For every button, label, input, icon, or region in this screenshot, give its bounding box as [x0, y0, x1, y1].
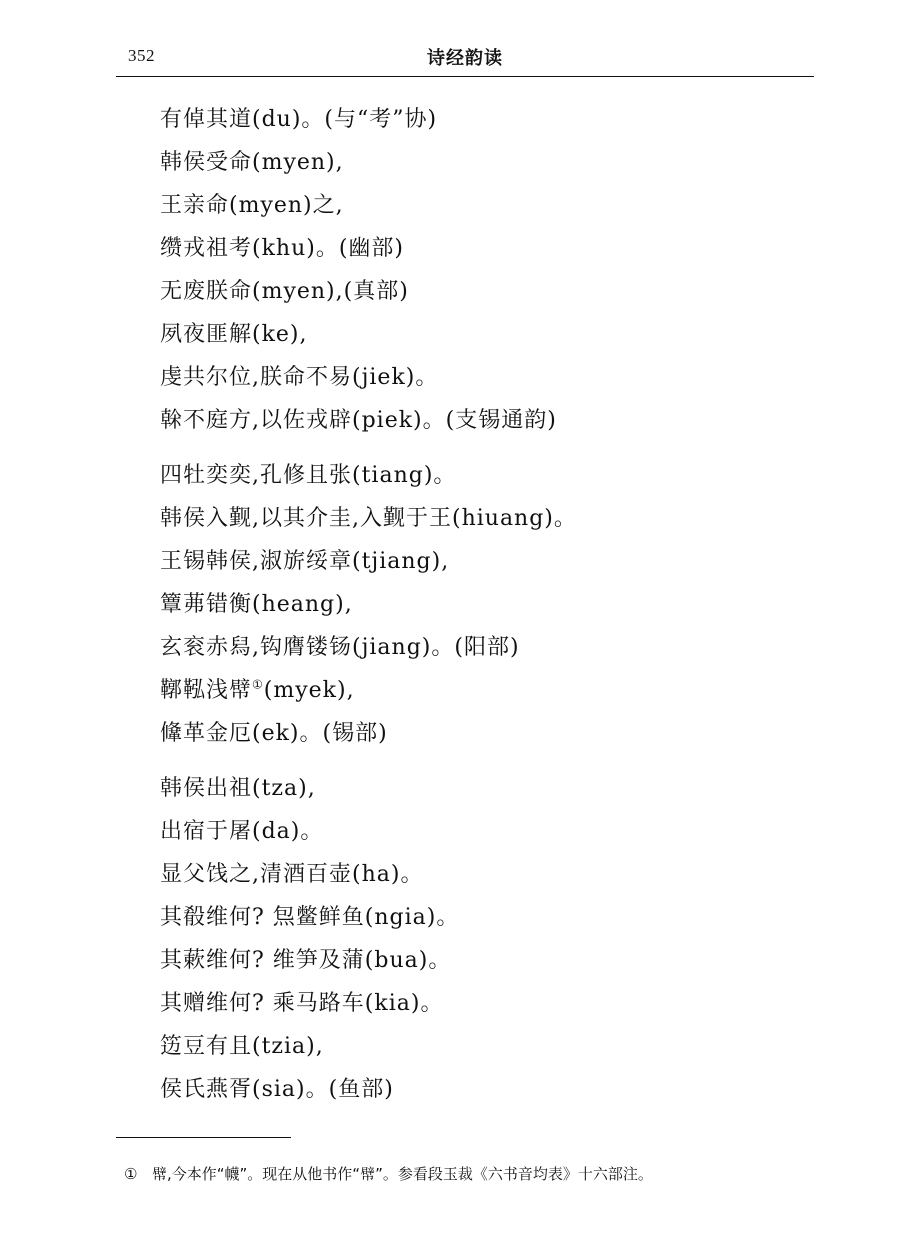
footnote-divider: [116, 1137, 291, 1138]
verse-line: 榦不庭方,以佐戎辟(piek)。(支锡通韵): [160, 408, 557, 433]
verse-line: 其殽维何? 炰鳖鲜鱼(ngia)。: [160, 905, 460, 930]
verse-line: 簟茀错衡(heang),: [160, 592, 353, 617]
stanza-2: [160, 454, 840, 755]
verse-line-with-footnote: [160, 669, 840, 712]
verse-line: 夙夜匪解(ke),: [160, 322, 308, 347]
verse-line: 有倬其道(du)。(与“考”协): [160, 107, 438, 132]
verse-line: 侯氏燕胥(sia)。(鱼部): [160, 1077, 394, 1102]
verse-line: 鞗革金厄(ek)。(锡部): [160, 721, 388, 746]
page-number: 352: [128, 46, 155, 65]
verse-line: 缵戎祖考(khu)。(幽部): [160, 236, 405, 261]
verse-text: (myek),: [263, 678, 355, 703]
verse-line: 韩侯出祖(tza),: [160, 776, 316, 801]
verse-text: 鞹鞃浅幦: [160, 678, 253, 703]
verse-line: 无废朕命(myen),(真部): [160, 279, 409, 304]
verse-line: 出宿于屠(da)。: [160, 819, 324, 844]
page-header: [116, 44, 814, 77]
footnote-marker: ①: [124, 1165, 138, 1183]
verse-line: 笾豆有且(tzia),: [160, 1034, 324, 1059]
stanza-3: [160, 767, 840, 1111]
verse-line: 虔共尔位,朕命不易(jiek)。: [160, 365, 439, 390]
stanza-1: [160, 98, 840, 442]
verse-line: 其蔌维何? 维笋及蒲(bua)。: [160, 948, 452, 973]
footnote: [124, 1160, 824, 1188]
verse-line: 其赠维何? 乘马路车(kia)。: [160, 991, 444, 1016]
verse-line: 四牡奕奕,孔修且张(tiang)。: [160, 463, 457, 488]
footnote-ref: ①: [252, 677, 264, 692]
verse-line: 玄衮赤舄,钩膺镂钖(jiang)。(阳部): [160, 635, 520, 660]
verse-line: 显父饯之,清酒百壶(ha)。: [160, 862, 424, 887]
verse-line: 韩侯受命(myen),: [160, 150, 344, 175]
verse-line: 王锡韩侯,淑旂绥章(tjiang),: [160, 549, 450, 574]
verse-line: 王亲命(myen)之,: [160, 193, 344, 218]
footnote-text: 幦,今本作“幭”。现在从他书作“幦”。参看段玉裁《六书音均表》十六部注。: [152, 1165, 653, 1183]
poem-body: [160, 98, 840, 1123]
verse-line: 韩侯入觐,以其介圭,入觐于王(hiuang)。: [160, 506, 577, 531]
running-title: 诗经韵读: [427, 48, 503, 69]
